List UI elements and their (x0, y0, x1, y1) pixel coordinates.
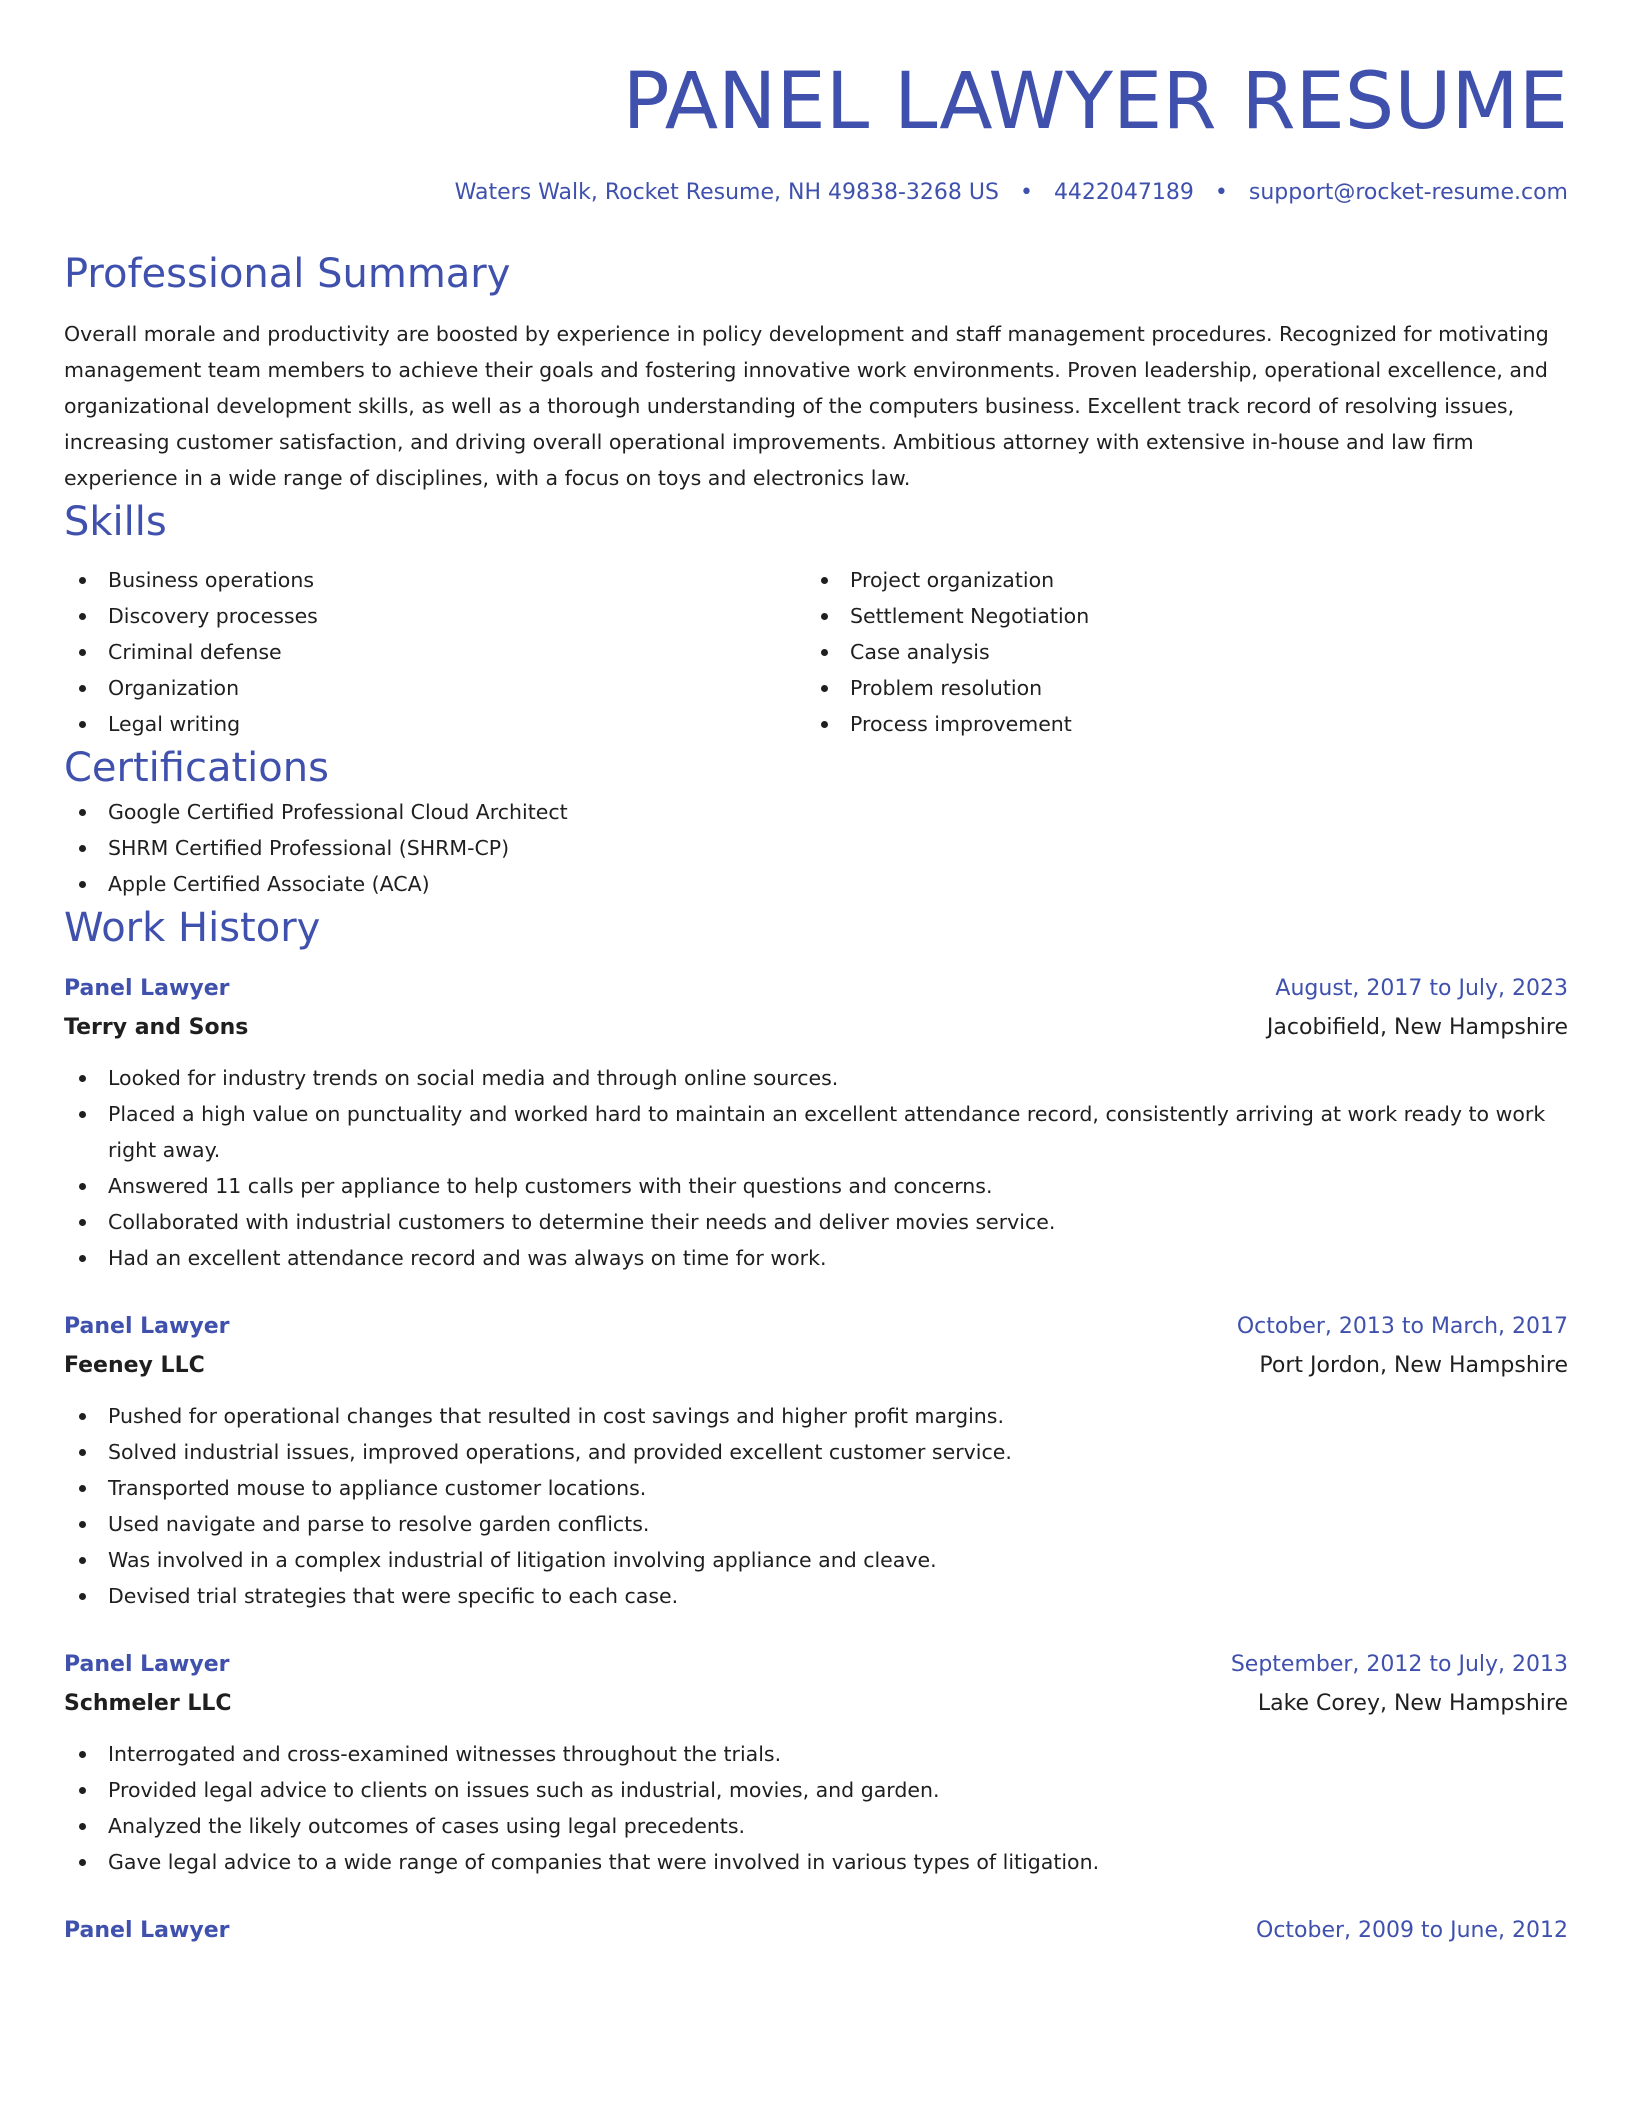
bullet-icon (79, 613, 86, 620)
job-title-row (64, 1646, 1568, 1684)
list-item (64, 1398, 1568, 1434)
job-location: Jacobifield, New Hampshire (1266, 1015, 1568, 1040)
list-item-text: Used navigate and parse to resolve garden conflicts. (108, 1512, 650, 1536)
contact-email: support@rocket-resume.com (1248, 180, 1568, 205)
list-item-text: Settlement Negotiation (850, 604, 1090, 628)
list-item-text: Gave legal advice to a wide range of companies that were involved in various types of litigation. (108, 1850, 1100, 1874)
list-item (806, 706, 1548, 742)
bullet-icon (79, 1219, 86, 1226)
list-item-text: Solved industrial issues, improved operations, and provided excellent customer service. (108, 1440, 1012, 1464)
list-item-text: Collaborated with industrial customers to determine their needs and deliver movies service. (108, 1210, 1056, 1234)
bullet-icon (79, 1485, 86, 1492)
contact-separator: • (1019, 180, 1033, 205)
bullet-icon (821, 685, 828, 692)
list-item (64, 1542, 1568, 1578)
list-item (64, 1844, 1568, 1880)
job-company-row (64, 1008, 1568, 1048)
bullet-icon (79, 1859, 86, 1866)
list-item (64, 1240, 1568, 1276)
list-item (64, 670, 806, 706)
list-item (64, 794, 1568, 830)
bullet-icon (79, 1449, 86, 1456)
bullet-icon (821, 649, 828, 656)
bullet-icon (79, 1521, 86, 1528)
job-title-row (64, 970, 1568, 1008)
list-item (64, 1736, 1568, 1772)
list-item (64, 866, 1568, 902)
job-location: Port Jordon, New Hampshire (1259, 1353, 1568, 1378)
list-item-text: Apple Certified Associate (ACA) (108, 872, 430, 896)
bullet-icon (79, 845, 86, 852)
job-responsibilities (64, 1398, 1568, 1614)
bullet-icon (79, 809, 86, 816)
skills-heading: Skills (64, 499, 167, 545)
certifications-heading: Certifications (64, 745, 329, 791)
contact-line (64, 178, 1568, 208)
list-item (64, 1808, 1568, 1844)
list-item (64, 634, 806, 670)
contact-address: Waters Walk, Rocket Resume, NH 49838-3268 US (454, 180, 999, 205)
list-item-text: Problem resolution (850, 676, 1043, 700)
skills-column-left (64, 562, 806, 742)
job-entry (64, 1308, 1568, 1614)
bullet-icon (79, 721, 86, 728)
skills-grid (64, 562, 1568, 742)
bullet-icon (79, 1183, 86, 1190)
list-item (64, 562, 806, 598)
list-item (806, 634, 1548, 670)
resume-title: PANEL LAWYER RESUME (622, 57, 1568, 147)
skills-column-right (806, 562, 1548, 742)
certifications-list (64, 794, 1568, 902)
list-item-text: Discovery processes (108, 604, 318, 628)
list-item (64, 1060, 1568, 1096)
job-dates: September, 2012 to July, 2013 (1230, 1652, 1568, 1677)
list-item (806, 598, 1548, 634)
list-item-text: Provided legal advice to clients on issues such as industrial, movies, and garden. (108, 1778, 940, 1802)
list-item (64, 1772, 1568, 1808)
bullet-icon (79, 1255, 86, 1262)
list-item (64, 1434, 1568, 1470)
job-entry (64, 970, 1568, 1276)
job-entry (64, 1912, 1568, 1950)
summary-text: Overall morale and productivity are boosted by experience in policy development and staff management procedures. Recognized for motivating management team members to achieve their goals and fostering innovative work environments. Proven leadership, operational excellence, and organizational development skills, as well as a thorough understanding of the computers business. Excellent track record of resolving issues, increasing customer satisfaction, and driving overall operational improvements. Ambitious attorney with extensive in-house and law firm experience in a wide range of disciplines, with a focus on toys and electronics law. (64, 322, 1549, 490)
bullet-icon (79, 577, 86, 584)
job-title: Panel Lawyer (64, 1918, 230, 1943)
skills-list-left (64, 562, 806, 742)
list-item-text: Interrogated and cross-examined witnesses throughout the trials. (108, 1742, 782, 1766)
job-company-row (64, 1684, 1568, 1724)
list-item-text: Pushed for operational changes that resulted in cost savings and higher profit margins. (108, 1404, 1004, 1428)
list-item-text: Case analysis (850, 640, 990, 664)
list-item (64, 1506, 1568, 1542)
list-item-text: Project organization (850, 568, 1055, 592)
bullet-icon (79, 1787, 86, 1794)
job-company-row (64, 1346, 1568, 1386)
list-item (64, 598, 806, 634)
list-item-text: Had an excellent attendance record and was always on time for work. (108, 1246, 827, 1270)
list-item (64, 1470, 1568, 1506)
bullet-icon (79, 881, 86, 888)
job-title: Panel Lawyer (64, 976, 230, 1001)
bullet-icon (79, 1823, 86, 1830)
list-item-text: Placed a high value on punctuality and worked hard to maintain an excellent attendance record, consistently arriving at work ready to work right away. (108, 1102, 1546, 1162)
contact-separator: • (1214, 180, 1228, 205)
list-item (64, 1204, 1568, 1240)
list-item-text: Legal writing (108, 712, 241, 736)
skills-list-right (806, 562, 1548, 742)
job-dates: October, 2013 to March, 2017 (1236, 1314, 1568, 1339)
bullet-icon (79, 1593, 86, 1600)
bullet-icon (79, 685, 86, 692)
bullet-icon (79, 1557, 86, 1564)
work-history-heading: Work History (64, 905, 321, 951)
bullet-icon (79, 1751, 86, 1758)
job-title-row (64, 1912, 1568, 1950)
list-item-text: Process improvement (850, 712, 1072, 736)
bullet-icon (79, 649, 86, 656)
list-item (64, 706, 806, 742)
job-responsibilities (64, 1060, 1568, 1276)
list-item-text: Organization (108, 676, 240, 700)
job-location: Lake Corey, New Hampshire (1257, 1691, 1568, 1716)
list-item-text: Devised trial strategies that were specific to each case. (108, 1584, 679, 1608)
bullet-icon (79, 1075, 86, 1082)
work-history-list (64, 970, 1568, 1950)
contact-phone: 4422047189 (1053, 180, 1194, 205)
summary-heading: Professional Summary (64, 251, 511, 297)
bullet-icon (79, 1111, 86, 1118)
bullet-icon (821, 577, 828, 584)
list-item (806, 670, 1548, 706)
list-item (806, 562, 1548, 598)
list-item-text: Analyzed the likely outcomes of cases using legal precedents. (108, 1814, 746, 1838)
job-responsibilities (64, 1736, 1568, 1880)
list-item-text: Looked for industry trends on social media and through online sources. (108, 1066, 839, 1090)
list-item (64, 1578, 1568, 1614)
job-dates: October, 2009 to June, 2012 (1256, 1918, 1568, 1943)
list-item-text: Google Certified Professional Cloud Architect (108, 800, 568, 824)
list-item-text: Business operations (108, 568, 315, 592)
job-company: Terry and Sons (64, 1015, 249, 1040)
list-item-text: Criminal defense (108, 640, 282, 664)
job-entry (64, 1646, 1568, 1880)
job-title-row (64, 1308, 1568, 1346)
list-item (64, 830, 1568, 866)
bullet-icon (79, 1413, 86, 1420)
job-title: Panel Lawyer (64, 1314, 230, 1339)
list-item (64, 1096, 1568, 1168)
list-item-text: Answered 11 calls per appliance to help customers with their questions and concerns. (108, 1174, 993, 1198)
job-dates: August, 2017 to July, 2023 (1275, 976, 1568, 1001)
job-title: Panel Lawyer (64, 1652, 230, 1677)
job-company: Schmeler LLC (64, 1691, 232, 1716)
job-company: Feeney LLC (64, 1353, 205, 1378)
bullet-icon (821, 721, 828, 728)
list-item (64, 1168, 1568, 1204)
list-item-text: Transported mouse to appliance customer locations. (108, 1476, 647, 1500)
list-item-text: Was involved in a complex industrial of litigation involving appliance and cleave. (108, 1548, 937, 1572)
list-item-text: SHRM Certified Professional (SHRM-CP) (108, 836, 510, 860)
bullet-icon (821, 613, 828, 620)
